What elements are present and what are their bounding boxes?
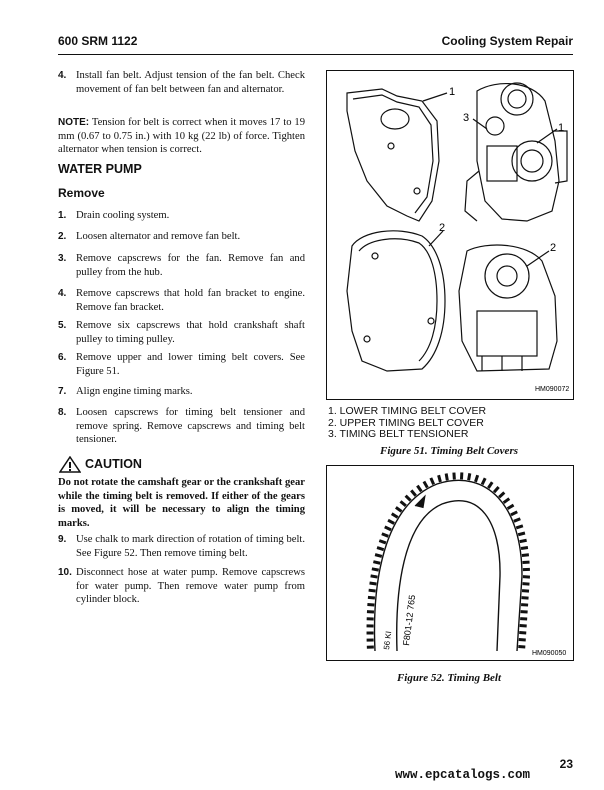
step-5: [58, 319, 305, 346]
belt-tooth: [371, 576, 378, 577]
step-6: [58, 351, 305, 378]
belt-marking: F801-12 765: [401, 594, 418, 647]
belt-marking: 56 KI: [382, 630, 394, 651]
step-number: 2.: [58, 231, 67, 242]
belt-tooth: [375, 555, 382, 557]
section-header: Cooling System Repair: [441, 34, 573, 48]
figure-52-caption: Figure 52. Timing Belt: [396, 672, 502, 684]
step-text: Remove capscrews for the fan. Remove fan and pulley from the hub.: [76, 253, 305, 278]
note: [58, 116, 305, 157]
step-9: [58, 533, 305, 560]
subsection-title: Remove: [58, 186, 105, 200]
belt-tooth: [511, 512, 517, 515]
legend-item: 1. LOWER TIMING BELT COVER: [328, 405, 487, 417]
step-4: [58, 69, 305, 96]
belt-tooth: [494, 487, 499, 492]
figure-code: HM090072: [535, 386, 570, 393]
step-text: Remove six capscrews that hold crankshaft shaft pulley to timing pulley.: [76, 320, 305, 345]
belt-tooth: [508, 505, 514, 509]
timing-belt-covers-illustration: [327, 71, 573, 399]
document-code: 600 SRM 1122: [58, 34, 138, 48]
figure-51-caption: Figure 51. Timing Belt Covers: [379, 445, 518, 457]
belt-tooth: [382, 534, 388, 537]
step-text: Install fan belt. Adjust tension of the fan belt. Check movement of fan belt between fan and alternator.: [76, 70, 305, 95]
legend-item: 2. UPPER TIMING BELT COVER: [328, 416, 484, 429]
belt-tooth: [475, 475, 477, 482]
rotation-arrow-icon: [415, 496, 425, 508]
belt-tooth: [373, 562, 380, 564]
belt-tooth: [406, 496, 411, 501]
figure-52-frame: [326, 465, 574, 661]
step-text: Loosen capscrews for timing belt tensioner and remove spring. Remove capscrews and timing belt tensioner.: [76, 407, 305, 445]
figure-code: HM090050: [532, 650, 567, 657]
step-number: 5.: [58, 320, 67, 331]
section-title: WATER PUMP: [58, 162, 142, 176]
belt-tooth: [516, 526, 523, 528]
belt-tooth: [396, 507, 402, 511]
step-text: Disconnect hose at water pump. Remove capscrews for water pump. Then remove water pump from cylinder block.: [76, 567, 305, 605]
belt-tooth: [521, 548, 528, 549]
step-number: 8.: [58, 407, 67, 418]
belt-tooth: [388, 520, 394, 523]
callout-label: 1: [449, 86, 456, 98]
callout-label: 2: [439, 222, 446, 234]
step-number: 1.: [58, 210, 67, 221]
step-number: 10.: [58, 567, 72, 578]
belt-tooth: [488, 482, 492, 488]
figure-51-frame: [326, 70, 574, 400]
belt-tooth: [377, 548, 384, 550]
watermark-link[interactable]: www.epcatalogs.com: [395, 768, 531, 782]
belt-tooth: [368, 597, 375, 598]
caution-header: [58, 456, 305, 474]
callout-label: 3: [463, 112, 470, 124]
belt-tooth: [424, 481, 427, 487]
belt-tooth: [369, 590, 376, 591]
step-text: Drain cooling system.: [76, 210, 170, 221]
belt-tooth: [411, 490, 416, 495]
step-text: Use chalk to mark direction of rotation of timing belt. See Figure 52. Then remove timing belt.: [76, 534, 305, 559]
step-number: 4.: [58, 70, 67, 81]
belt-tooth: [392, 514, 398, 518]
belt-tooth: [499, 493, 504, 498]
step-2: [58, 230, 305, 244]
caution-text: Do not rotate the camshaft gear or the crankshaft gear while the timing belt is removed. If either of the gears is moved, it will be necessary to align the timing marks.: [58, 477, 305, 529]
belt-tooth: [446, 474, 447, 481]
belt-tooth: [482, 478, 485, 484]
belt-tooth: [372, 569, 379, 570]
timing-belt-illustration: [327, 466, 573, 660]
step-7: [58, 385, 305, 399]
callout-label: 2: [550, 242, 557, 254]
belt-tooth: [514, 519, 521, 522]
belt-tooth: [469, 473, 470, 480]
step-number: 9.: [58, 534, 67, 545]
belt-tooth: [504, 499, 510, 503]
header-rule: [58, 54, 573, 55]
step-number: 4.: [58, 288, 67, 299]
caution-label: CAUTION: [85, 457, 142, 471]
belt-tooth: [518, 533, 525, 535]
step-text: Align engine timing marks.: [76, 386, 193, 397]
page-number: 23: [559, 757, 573, 771]
belt-tooth: [520, 540, 527, 541]
note-text: Tension for belt is correct when it moves 17 to 19 mm (0.67 to 0.75 in.) with 10 kg (22 lb) of force. Tighten alternator when tension is correct.: [58, 117, 305, 155]
step-text: Remove capscrews that hold fan bracket to engine. Remove fan bracket.: [76, 288, 305, 313]
warning-triangle-icon: [59, 456, 81, 473]
step-text: Loosen alternator and remove fan belt.: [76, 231, 241, 242]
belt-tooth: [370, 583, 377, 584]
step-number: 7.: [58, 386, 67, 397]
belt-tooth: [385, 527, 391, 530]
figure-51-legend: [328, 406, 486, 441]
belt-tooth: [400, 501, 405, 505]
step-number: 6.: [58, 352, 67, 363]
belt-tooth: [417, 486, 421, 492]
step-10: [58, 566, 305, 607]
note-label: NOTE:: [58, 117, 90, 128]
belt-tooth: [379, 541, 386, 543]
step-4b: [58, 287, 305, 314]
belt-tooth: [439, 475, 441, 482]
step-8: [58, 406, 305, 447]
step-text: Remove upper and lower timing belt covers. See Figure 51.: [76, 352, 305, 377]
step-1: [58, 209, 305, 223]
legend-item: 3. TIMING BELT TENSIONER: [328, 428, 469, 440]
belt-tooth: [431, 478, 434, 484]
step-number: 3.: [58, 253, 67, 264]
step-3: [58, 252, 305, 279]
callout-label: 1: [558, 122, 565, 134]
belt-tooth: [522, 555, 529, 556]
